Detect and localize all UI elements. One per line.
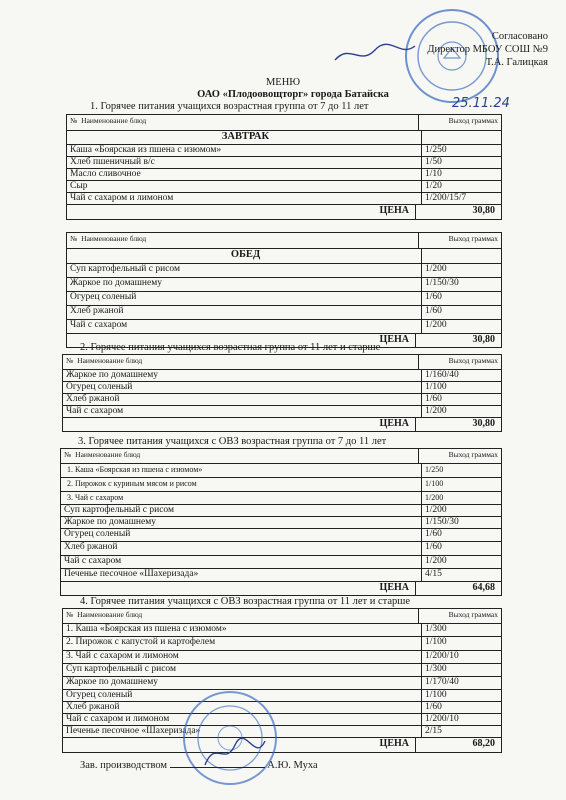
table-header	[61, 449, 501, 464]
table-row	[67, 193, 501, 205]
dish-yield: 1/60	[425, 292, 442, 302]
approval-block	[427, 30, 548, 69]
yield-header: Выход граммах	[448, 610, 498, 619]
meal-label-row	[67, 249, 501, 264]
page-title: МЕНЮ	[265, 77, 301, 88]
dish-name: Чай с сахаром и лимоном	[67, 193, 422, 204]
dish-name: Печенье песочное «Шахеризада»	[63, 726, 422, 737]
page-subtitle: ОАО «Плодоовощторг» города Батайска	[197, 89, 389, 100]
price-label: ЦЕНА	[67, 205, 416, 219]
breakfast-table	[66, 114, 502, 220]
dish-yield: 1/200	[425, 493, 444, 502]
dish-name: Огурец соленый	[61, 529, 422, 541]
dish-name: 1. Каша «Боярская из пшена с изюмом»	[63, 624, 422, 636]
table-header	[67, 115, 501, 131]
section-2-table	[62, 354, 502, 432]
dish-yield: 1/20	[425, 181, 442, 191]
signature-underline	[170, 767, 265, 768]
dish-name: Каша «Боярская из пшена с изюмом»	[67, 145, 422, 156]
section-2-title: 2. Горячее питания учащихся возрастная группа от 11 лет и старше	[80, 342, 381, 353]
lunch-label: ОБЕД	[67, 249, 422, 263]
section-4-table	[62, 608, 502, 753]
price-row	[63, 738, 501, 752]
dish-yield: 1/200/10	[425, 651, 459, 661]
dish-name: Суп картофельный с рисом	[67, 264, 422, 277]
table-row	[67, 264, 501, 278]
price-label: ЦЕНА	[63, 418, 416, 431]
num-header: №	[66, 356, 74, 365]
price-row	[61, 582, 501, 595]
dish-name: Жаркое по домашнему	[63, 370, 422, 381]
dish-yield: 1/100	[425, 479, 444, 488]
dish-yield: 1/160/40	[425, 370, 459, 380]
dish-yield: 1/170/40	[425, 677, 459, 687]
dish-yield: 1/200	[425, 264, 447, 274]
dish-name: Печенье песочное «Шахеризада»	[61, 569, 422, 581]
dish-name: Хлеб пшеничный в/с	[67, 157, 422, 168]
dish-yield: 1/300	[425, 624, 447, 634]
price-label: ЦЕНА	[63, 738, 416, 752]
num-header: №	[70, 116, 78, 125]
footer-label: Зав. производством	[80, 760, 168, 771]
approval-label: Согласовано	[491, 31, 548, 42]
dish-yield: 1/60	[425, 542, 442, 552]
table-row	[63, 664, 501, 677]
dish-name: Суп картофельный с рисом	[63, 664, 422, 676]
table-row	[63, 637, 501, 651]
dish-name: 2. Пирожок с куриным мясом и рисом	[61, 478, 422, 491]
approval-director: Директор МБОУ СОШ №9	[427, 44, 548, 55]
dish-name: Жаркое по домашнему	[61, 517, 422, 528]
num-header: №	[66, 610, 74, 619]
dish-yield: 1/200/10	[425, 714, 459, 724]
table-row	[63, 370, 501, 382]
yield-header: Выход граммах	[448, 356, 498, 365]
dish-yield: 1/60	[425, 702, 442, 712]
table-row	[61, 556, 501, 569]
table-row	[61, 529, 501, 542]
dish-yield: 4/15	[425, 569, 442, 579]
dish-yield: 1/10	[425, 169, 442, 179]
dish-name: 3. Чай с сахаром	[61, 492, 422, 504]
table-row	[63, 651, 501, 664]
table-row	[61, 464, 501, 478]
section-4-title: 4. Горячее питания учащихся с ОВЗ возрастная группа от 11 лет и старше	[80, 596, 411, 607]
dish-yield: 1/250	[425, 465, 444, 474]
dish-yield: 1/60	[425, 306, 442, 316]
table-row	[61, 569, 501, 582]
dish-yield: 1/200	[425, 556, 447, 566]
yield-header: Выход граммах	[448, 234, 498, 243]
dish-yield: 1/50	[425, 157, 442, 167]
dish-name: 3. Чай с сахаром и лимоном	[63, 651, 422, 663]
table-row	[67, 292, 501, 306]
signature-date: 25.11.24	[452, 96, 510, 111]
dish-yield: 1/200	[425, 406, 447, 416]
approval-name: Т.А. Галицкая	[485, 57, 548, 68]
table-row	[63, 394, 501, 406]
dish-name: Чай с сахаром	[63, 406, 422, 417]
dish-name: Масло сливочное	[67, 169, 422, 180]
section-3-table	[60, 448, 502, 596]
table-row	[63, 624, 501, 637]
table-row	[63, 677, 501, 690]
dish-name: Жаркое по домашнему	[63, 677, 422, 689]
dish-yield: 1/60	[425, 394, 442, 404]
table-row	[67, 145, 501, 157]
table-header	[63, 609, 501, 624]
dish-yield: 1/60	[425, 529, 442, 539]
dish-name: Хлеб ржаной	[63, 702, 422, 713]
price-label: ЦЕНА	[67, 334, 416, 347]
dish-name: Огурец соленый	[63, 382, 422, 393]
dish-name: Суп картофельный с рисом	[61, 505, 422, 516]
dish-name: Жаркое по домашнему	[67, 278, 422, 291]
lunch-table	[66, 232, 502, 348]
num-header: №	[70, 234, 78, 243]
table-row	[67, 278, 501, 292]
price-value: 68,20	[472, 738, 495, 749]
dish-yield: 1/100	[425, 690, 447, 700]
name-header: Наименование блюд	[81, 234, 147, 243]
table-row	[63, 406, 501, 418]
yield-header: Выход граммах	[448, 116, 498, 125]
dish-yield: 1/150/30	[425, 517, 459, 527]
section-1-title: 1. Горячее питания учащихся возрастная группа от 7 до 11 лет	[90, 101, 369, 112]
dish-name: Огурец соленый	[67, 292, 422, 305]
footer-name: А.Ю. Муха	[267, 760, 318, 771]
price-value: 30,80	[472, 205, 495, 216]
dish-name: Огурец соленый	[63, 690, 422, 701]
dish-yield: 1/150/30	[425, 278, 459, 288]
table-row	[63, 382, 501, 394]
table-row	[67, 181, 501, 193]
name-header: Наименование блюд	[77, 356, 143, 365]
dish-name: Хлеб ржаной	[67, 306, 422, 319]
dish-name: Чай с сахаром и лимоном	[63, 714, 422, 725]
table-row	[67, 169, 501, 181]
table-row	[67, 306, 501, 320]
price-value: 30,80	[472, 334, 495, 345]
dish-yield: 1/200	[425, 320, 447, 330]
dish-yield: 1/200/15/7	[425, 193, 467, 203]
dish-name: Чай с сахаром	[61, 556, 422, 568]
price-row	[63, 418, 501, 431]
table-row	[63, 714, 501, 726]
name-header: Наименование блюд	[77, 610, 143, 619]
dish-name: Чай с сахаром	[67, 320, 422, 333]
table-row	[67, 320, 501, 334]
breakfast-label: ЗАВТРАК	[67, 131, 422, 144]
section-3-title: 3. Горячее питания учащихся с ОВЗ возрастная группа от 7 до 11 лет	[78, 436, 387, 447]
dish-yield: 2/15	[425, 726, 442, 736]
dish-yield: 1/100	[425, 637, 447, 647]
yield-header: Выход граммах	[448, 450, 498, 459]
dish-name: 1. Каша «Боярская из пшена с изюмом»	[61, 464, 422, 477]
num-header: №	[64, 450, 72, 459]
table-row	[61, 505, 501, 517]
table-row	[61, 542, 501, 556]
dish-yield: 1/200	[425, 505, 447, 515]
footer-signature-line	[80, 760, 318, 771]
table-row	[61, 492, 501, 505]
table-row	[63, 726, 501, 738]
name-header: Наименование блюд	[81, 116, 147, 125]
price-label: ЦЕНА	[61, 582, 416, 595]
price-value: 64,68	[472, 582, 495, 593]
table-row	[67, 157, 501, 169]
table-row	[63, 702, 501, 714]
price-value: 30,80	[472, 418, 495, 429]
dish-name: Сыр	[67, 181, 422, 192]
dish-yield: 1/300	[425, 664, 447, 674]
table-header	[67, 233, 501, 249]
dish-yield: 1/250	[425, 145, 447, 155]
meal-label-row	[67, 131, 501, 145]
table-row	[61, 517, 501, 529]
dish-name: Хлеб ржаной	[61, 542, 422, 555]
table-row	[63, 690, 501, 702]
price-row	[67, 205, 501, 219]
dish-name: Хлеб ржаной	[63, 394, 422, 405]
dish-name: 2. Пирожок с капустой и картофелем	[63, 637, 422, 650]
director-signature-icon	[330, 38, 420, 68]
name-header: Наименование блюд	[75, 450, 141, 459]
table-header	[63, 355, 501, 370]
dish-yield: 1/100	[425, 382, 447, 392]
table-row	[61, 478, 501, 492]
